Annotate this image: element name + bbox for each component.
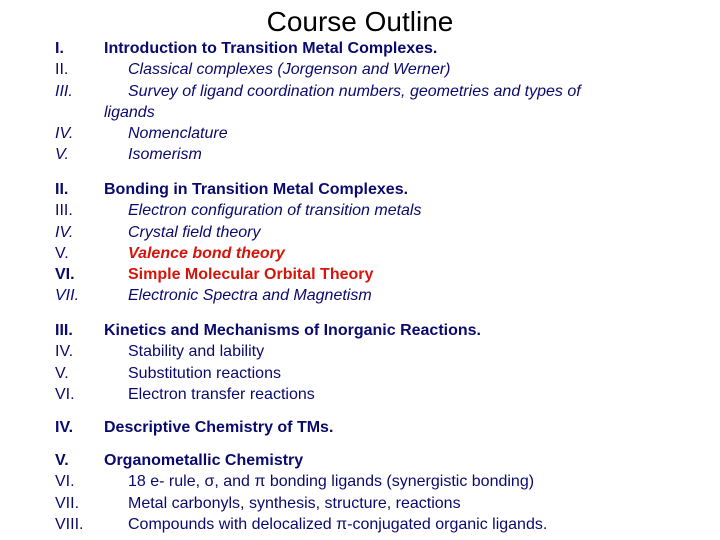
section-title: Introduction to Transition Metal Complexes.	[104, 40, 438, 57]
item-number: VII.	[55, 494, 80, 512]
section-title: Bonding in Transition Metal Complexes.	[104, 181, 409, 198]
item-number: IV.	[55, 125, 74, 143]
item-number: VIII.	[55, 515, 84, 533]
list-item	[0, 200, 720, 221]
section-heading	[0, 417, 720, 438]
item-number: V.	[55, 364, 69, 382]
item-text: Compounds with delocalized π-conjugated organic ligands.	[128, 515, 548, 533]
section-title: Descriptive Chemistry of TMs.	[104, 419, 334, 436]
item-text: Survey of ligand coordination numbers, geometries and types of	[128, 82, 581, 100]
section-introduction	[0, 38, 720, 166]
section-number: II.	[55, 181, 69, 198]
item-number: V.	[55, 244, 69, 262]
item-number: II.	[55, 61, 69, 79]
item-text: Electronic Spectra and Magnetism	[128, 287, 372, 305]
item-number: V.	[55, 146, 69, 164]
section-number: III.	[55, 322, 73, 339]
item-text: Classical complexes (Jorgenson and Werner)	[128, 61, 451, 79]
list-item	[0, 264, 720, 285]
item-text: 18 e- rule, σ, and π bonding ligands (synergistic bonding)	[128, 473, 535, 491]
item-number: III.	[55, 82, 73, 100]
list-item	[0, 363, 720, 384]
item-number: VII.	[55, 287, 80, 305]
item-text: Valence bond theory	[128, 244, 285, 262]
item-text: Substitution reactions	[128, 364, 281, 382]
list-item	[0, 341, 720, 362]
item-number: III.	[55, 202, 73, 220]
item-text: ligands	[104, 103, 155, 121]
section-heading	[0, 320, 720, 341]
section-heading	[0, 450, 720, 471]
list-item	[0, 493, 720, 514]
section-number: IV.	[55, 419, 74, 436]
section-number: V.	[55, 452, 69, 469]
item-text: Crystal field theory	[128, 223, 261, 241]
list-item	[0, 243, 720, 264]
list-item	[0, 384, 720, 405]
list-item	[0, 144, 720, 165]
item-number: IV.	[55, 343, 74, 361]
item-text: Stability and lability	[128, 343, 265, 361]
list-item	[0, 222, 720, 243]
item-text: Electron transfer reactions	[128, 385, 315, 403]
list-item	[0, 285, 720, 306]
item-text: Electron configuration of transition metals	[128, 202, 422, 220]
section-heading	[0, 38, 720, 59]
section-heading	[0, 179, 720, 200]
list-item	[0, 123, 720, 144]
item-number: VI.	[55, 473, 75, 491]
section-organometallic	[0, 450, 720, 535]
item-text: Metal carbonyls, synthesis, structure, reactions	[128, 494, 461, 512]
item-number: VI.	[55, 266, 75, 284]
page-title: Course Outline	[266, 6, 454, 37]
section-number: I.	[55, 40, 64, 57]
list-item	[0, 471, 720, 492]
list-item	[0, 59, 720, 80]
section-title: Organometallic Chemistry	[104, 452, 304, 469]
section-title: Kinetics and Mechanisms of Inorganic Reactions.	[104, 322, 481, 339]
item-text: Nomenclature	[128, 125, 228, 143]
section-descriptive	[0, 417, 720, 438]
list-item	[0, 514, 720, 535]
item-text: Isomerism	[128, 146, 202, 164]
list-item	[0, 81, 720, 102]
item-number: VI.	[55, 385, 75, 403]
list-item-continuation	[0, 102, 720, 123]
section-kinetics	[0, 320, 720, 405]
item-number: IV.	[55, 223, 74, 241]
item-text: Simple Molecular Orbital Theory	[128, 266, 374, 284]
section-bonding	[0, 179, 720, 307]
